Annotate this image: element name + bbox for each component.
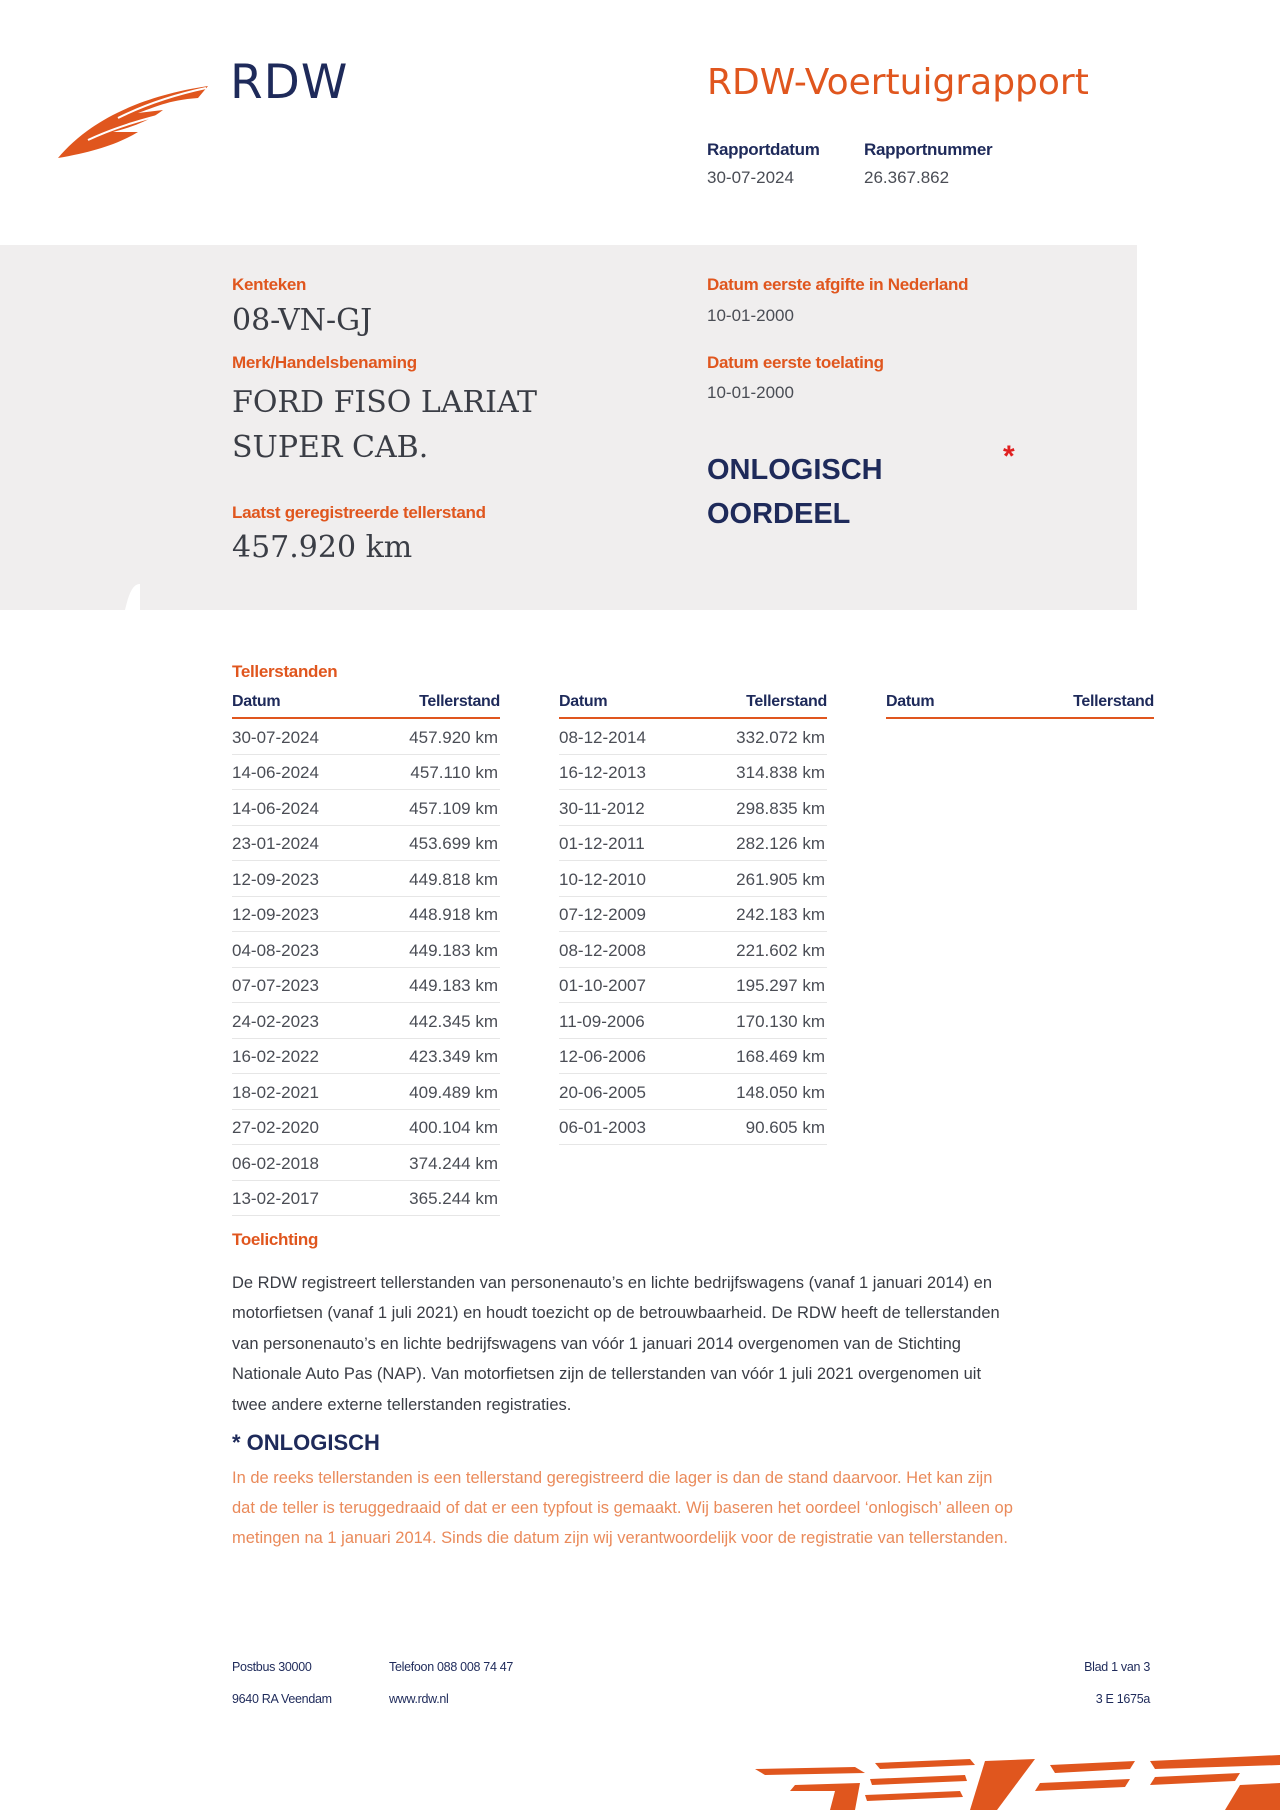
row-tellerstand: 282.126 km [736,834,825,853]
footer-blad: Blad 1 van 3 [1084,1660,1150,1674]
col-tellerstand: Tellerstand [746,693,827,710]
col-datum: Datum [559,693,608,710]
table-row [559,934,827,968]
kenteken-label: Kenteken [232,275,307,294]
rapportdatum-label: Rapportdatum [707,140,820,159]
footer-adres: 9640 RA Veendam [232,1692,332,1706]
row-datum: 16-02-2022 [232,1047,319,1066]
onlogisch-title: * ONLOGISCH [232,1430,380,1455]
row-datum: 08-12-2014 [559,727,646,747]
row-tellerstand: 314.838 km [736,763,825,782]
toelichting-title: Toelichting [232,1230,319,1249]
table-row [232,756,500,790]
table-row [232,969,500,1003]
table-row [232,827,500,861]
row-tellerstand: 449.183 km [409,976,498,995]
tellerstanden-table-2 [559,693,827,1145]
kenteken-value: 08-VN-GJ [232,303,373,338]
row-tellerstand: 332.072 km [736,727,825,747]
col-tellerstand: Tellerstand [419,693,500,710]
table-row [232,898,500,932]
table-row [232,1005,500,1039]
table-row [559,863,827,897]
col-datum: Datum [232,693,281,710]
row-datum: 30-11-2012 [559,798,645,818]
rapportnummer-value: 26.367.862 [864,168,950,187]
rdw-logo-mark [58,78,213,163]
row-tellerstand: 90.605 km [745,1118,825,1137]
table-row [559,792,827,826]
footer-website[interactable]: www.rdw.nl [389,1692,449,1706]
row-datum: 30-07-2024 [232,727,319,747]
row-tellerstand: 423.349 km [409,1047,498,1066]
table-row [232,1182,500,1216]
col-tellerstand: Tellerstand [1073,693,1154,710]
row-datum: 07-12-2009 [559,905,646,924]
oordeel-asterisk: * [1003,440,1015,473]
table-row [559,721,827,755]
table-row [232,1111,500,1145]
row-datum: 24-02-2023 [232,1011,319,1031]
row-datum: 07-07-2023 [232,976,319,995]
onlogisch-line3: metingen na 1 januari 2014. Sinds die datum zijn wij verantwoordelijk voor de registratie van tellerstanden. [232,1529,1008,1547]
row-datum: 01-12-2011 [559,834,645,853]
table-row [232,792,500,826]
table-row [232,934,500,968]
row-tellerstand: 298.835 km [736,798,825,818]
row-tellerstand: 442.345 km [409,1011,498,1031]
row-tellerstand: 170.130 km [736,1011,825,1031]
table-row [559,756,827,790]
row-datum: 04-08-2023 [232,940,319,960]
toelichting-line3: van personenauto’s en lichte bedrijfswagens van vóór 1 januari 2014 overgenomen van de Stichting [232,1335,961,1353]
row-datum: 08-12-2008 [559,940,646,960]
table-row [232,1076,500,1110]
report-title: RDW-Voertuigrapport [707,62,1089,103]
afgifte-label: Datum eerste afgifte in Nederland [707,275,969,294]
tellerstanden-title: Tellerstanden [232,662,338,681]
rapportdatum-value: 30-07-2024 [707,168,794,187]
row-tellerstand: 365.244 km [409,1189,498,1208]
row-datum: 14-06-2024 [232,798,319,818]
rdw-stripe-decoration [735,1755,1280,1810]
table-row [559,898,827,932]
onlogisch-line2: dat de teller is teruggedraaid of dat er een typfout is gemaakt. Wij baseren het oordeel ‘onlogisch’ alleen op [232,1499,1013,1517]
toelichting-line2: motorfietsen (vanaf 1 juli 2021) en houdt toezicht op de betrouwbaarheid. De RDW heeft de tellerstanden [232,1304,1000,1322]
table-row [559,1076,827,1110]
table-row [232,721,500,755]
toelichting-line1: De RDW registreert tellerstanden van personenauto’s en lichte bedrijfswagens (vanaf 1 januari 2014) en [232,1274,993,1292]
row-datum: 16-12-2013 [559,763,646,782]
row-tellerstand: 457.109 km [409,798,498,818]
row-datum: 12-06-2006 [559,1047,646,1066]
col-datum: Datum [886,693,935,710]
footer-code: 3 E 1675a [1095,1692,1150,1706]
row-tellerstand: 409.489 km [409,1082,498,1102]
merk-value-line1: FORD FISO LARIAT [232,385,537,420]
row-datum: 06-02-2018 [232,1153,319,1173]
row-datum: 12-09-2023 [232,905,319,924]
row-datum: 20-06-2005 [559,1082,646,1102]
row-tellerstand: 449.183 km [409,940,498,960]
row-datum: 06-01-2003 [559,1118,646,1137]
table-header [232,693,500,719]
table-header [559,693,827,719]
row-tellerstand: 449.818 km [409,869,498,889]
vehicle-summary-panel [0,245,1137,610]
onlogisch-line1: In de reeks tellerstanden is een tellerstand geregistreerd die lager is dan de stand daarvoor. Het kan zijn [232,1469,993,1487]
row-datum: 12-09-2023 [232,869,319,889]
tellerstanden-table-1 [232,693,500,1216]
table-header [886,693,1154,719]
toelichting-line4: Nationale Auto Pas (NAP). Van motorfietsen zijn de tellerstanden van vóór 1 juli 2021 overgenomen uit [232,1365,982,1383]
teller-value: 457.920 km [232,530,413,565]
toelichting-line5: twee andere externe tellerstanden registraties. [232,1396,572,1414]
toelating-label: Datum eerste toelating [707,353,884,372]
row-tellerstand: 457.110 km [410,763,498,782]
logo-text: RDW [230,55,349,110]
merk-value-line2: SUPER CAB. [232,430,429,465]
table-row [559,969,827,1003]
row-tellerstand: 261.905 km [736,869,825,889]
table-row [232,1040,500,1074]
row-tellerstand: 148.050 km [736,1082,825,1102]
oordeel-line2: OORDEEL [707,498,851,530]
table-row [559,1111,827,1145]
footer-telefoon: Telefoon 088 008 74 47 [389,1660,514,1674]
table-row [559,1005,827,1039]
teller-label: Laatst geregistreerde tellerstand [232,503,486,522]
footer-postbus: Postbus 30000 [232,1660,312,1674]
row-tellerstand: 195.297 km [736,976,825,995]
row-datum: 10-12-2010 [559,869,646,889]
row-tellerstand: 400.104 km [409,1118,498,1137]
row-tellerstand: 453.699 km [409,834,498,853]
row-tellerstand: 457.920 km [409,727,498,747]
row-tellerstand: 374.244 km [409,1153,498,1173]
tellerstanden-table-3 [886,693,1154,719]
rapportnummer-label: Rapportnummer [864,140,993,159]
row-datum: 18-02-2021 [232,1082,319,1102]
row-tellerstand: 221.602 km [736,940,825,960]
row-datum: 23-01-2024 [232,834,319,853]
row-datum: 27-02-2020 [232,1118,319,1137]
merk-label: Merk/Handelsbenaming [232,353,417,372]
oordeel-line1: ONLOGISCH [707,454,883,486]
toelating-value: 10-01-2000 [707,383,794,402]
row-datum: 13-02-2017 [232,1189,319,1208]
row-tellerstand: 448.918 km [409,905,498,924]
panel-notch [0,580,140,610]
row-datum: 11-09-2006 [559,1011,645,1031]
row-tellerstand: 168.469 km [736,1047,825,1066]
table-row [232,1147,500,1181]
table-row [232,863,500,897]
table-row [559,1040,827,1074]
afgifte-value: 10-01-2000 [707,306,794,325]
row-datum: 01-10-2007 [559,976,646,995]
table-row [559,827,827,861]
row-tellerstand: 242.183 km [736,905,825,924]
row-datum: 14-06-2024 [232,763,319,782]
